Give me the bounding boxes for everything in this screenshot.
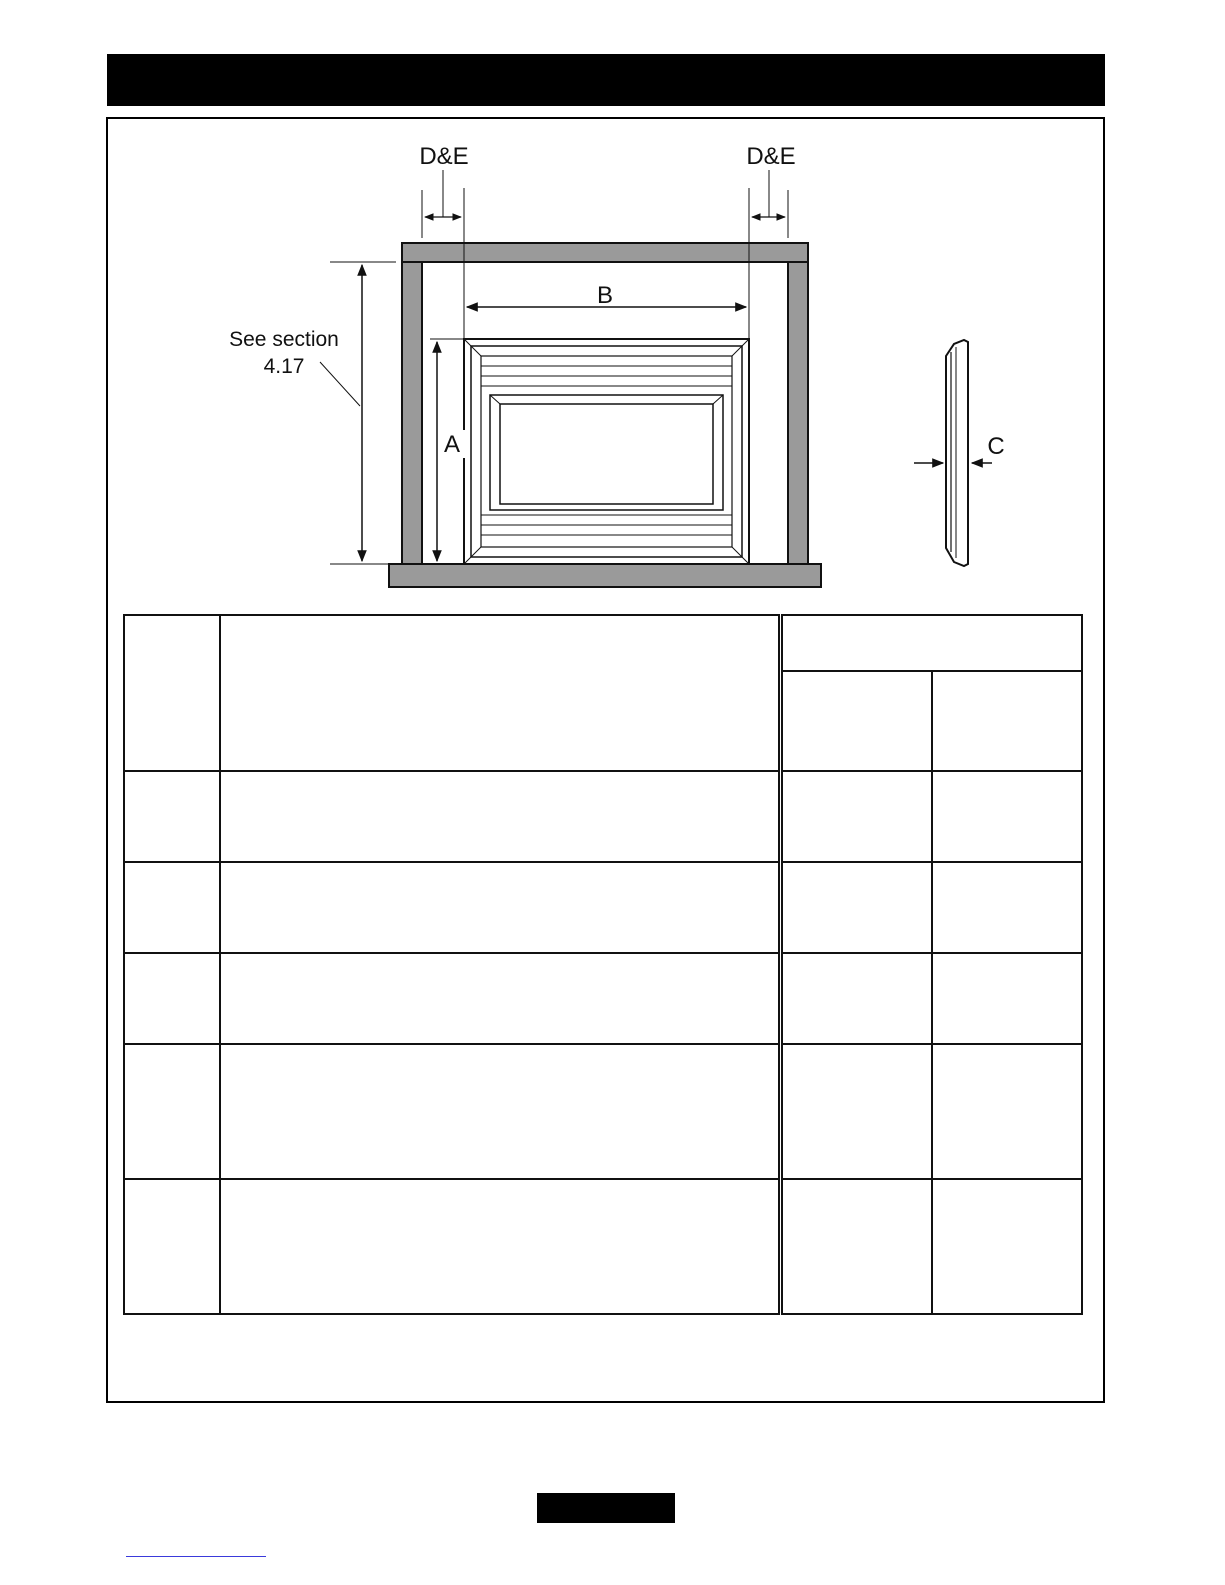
table-row bbox=[124, 953, 1082, 1044]
dimension-de-right bbox=[746, 143, 795, 238]
table-cell bbox=[220, 1044, 780, 1179]
table-cell bbox=[932, 862, 1082, 953]
table-header-cell-ref bbox=[124, 615, 220, 771]
table-cell bbox=[124, 953, 220, 1044]
table-cell bbox=[780, 771, 932, 862]
dimension-overall-height bbox=[229, 262, 396, 564]
table-cell bbox=[932, 771, 1082, 862]
label-b: B bbox=[596, 282, 614, 309]
label-c: C bbox=[987, 433, 1005, 460]
table-row bbox=[124, 1044, 1082, 1179]
table-cell bbox=[932, 1179, 1082, 1314]
table-cell bbox=[124, 771, 220, 862]
table-subheader-cell-2 bbox=[932, 671, 1082, 771]
table-cell bbox=[124, 862, 220, 953]
dimension-b bbox=[464, 188, 749, 339]
footer-link[interactable] bbox=[126, 1556, 266, 1557]
label-de-left: D&E bbox=[419, 143, 469, 170]
clearance-table bbox=[123, 614, 1083, 1315]
table-cell bbox=[780, 1179, 932, 1314]
label-de-right: D&E bbox=[746, 143, 796, 170]
table-row bbox=[124, 1179, 1082, 1314]
table-cell bbox=[124, 1044, 220, 1179]
table-cell bbox=[780, 953, 932, 1044]
label-a: A bbox=[443, 431, 461, 458]
table-header-cell-measurement-group bbox=[780, 615, 1082, 671]
dimension-de-left bbox=[419, 143, 468, 238]
table-cell bbox=[220, 771, 780, 862]
table-cell bbox=[220, 862, 780, 953]
table-cell bbox=[124, 1179, 220, 1314]
table-cell bbox=[220, 1179, 780, 1314]
table-cell bbox=[932, 953, 1082, 1044]
table-cell bbox=[780, 862, 932, 953]
table-cell bbox=[780, 1044, 932, 1179]
section-ref-line2: 4.17 bbox=[263, 355, 305, 378]
table-row bbox=[124, 771, 1082, 862]
fire-front bbox=[464, 339, 749, 564]
page-number-tab bbox=[537, 1493, 675, 1523]
section-ref-line1: See section bbox=[229, 328, 339, 351]
table-cell bbox=[220, 953, 780, 1044]
table-header-row bbox=[124, 615, 1082, 671]
dimension-a bbox=[430, 339, 465, 561]
table-subheader-cell-1 bbox=[780, 671, 932, 771]
table-cell bbox=[932, 1044, 1082, 1179]
table-header-cell-description bbox=[220, 615, 780, 771]
fire-side-profile bbox=[946, 340, 968, 566]
table-row bbox=[124, 862, 1082, 953]
